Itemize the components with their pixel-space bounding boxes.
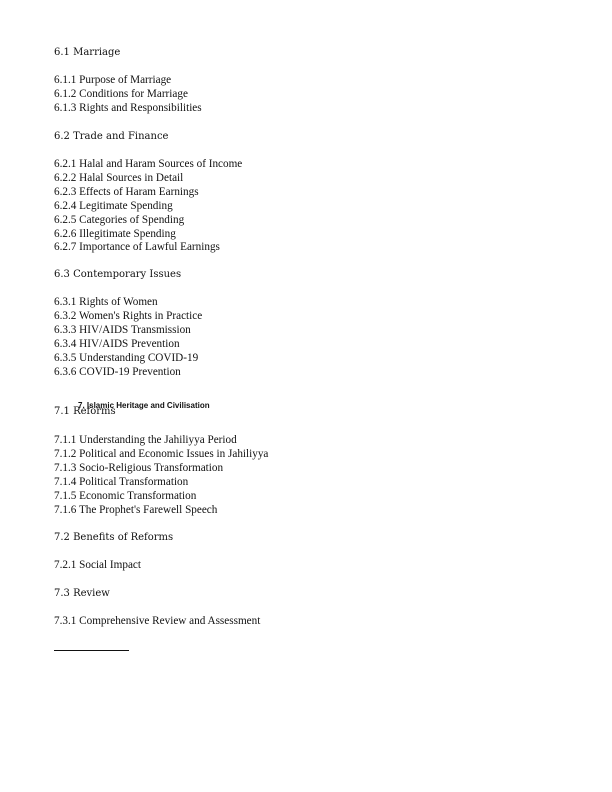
list-item: 6.2.1 Halal and Haram Sources of Income bbox=[54, 158, 243, 170]
list-item: 6.2.5 Categories of Spending bbox=[54, 213, 185, 226]
chapter-heading-7: 7. Islamic Heritage and Civilisation bbox=[78, 401, 210, 410]
list-item: 6.2.3 Effects of Haram Earnings bbox=[54, 185, 199, 198]
list-item: 7.1.3 Socio-Religious Transformation bbox=[54, 461, 224, 474]
list-item: 6.3.5 Understanding COVID-19 bbox=[54, 351, 199, 364]
list-item: 6.2.2 Halal Sources in Detail bbox=[54, 171, 184, 184]
section-list-6-1 bbox=[54, 74, 202, 116]
list-item: 7.2.1 Social Impact bbox=[54, 559, 141, 571]
list-item: 6.3.1 Rights of Women bbox=[54, 296, 158, 308]
list-item: 6.2.4 Legitimate Spending bbox=[54, 199, 173, 212]
list-item: 7.1.6 The Prophet's Farewell Speech bbox=[54, 503, 218, 516]
list-item: 7.1.5 Economic Transformation bbox=[54, 489, 197, 502]
list-item: 6.3.3 HIV/AIDS Transmission bbox=[54, 323, 191, 336]
section-title-6-1: 6.1 Marriage bbox=[54, 47, 121, 58]
footnote-separator bbox=[54, 650, 129, 651]
section-list-7-2 bbox=[54, 559, 141, 573]
list-item: 6.2.6 Illegitimate Spending bbox=[54, 227, 176, 240]
list-item: 7.3.1 Comprehensive Review and Assessment bbox=[54, 615, 261, 627]
list-item: 6.3.6 COVID-19 Prevention bbox=[54, 365, 181, 378]
section-title-7-3: 7.3 Review bbox=[54, 588, 110, 599]
list-item: 6.3.4 HIV/AIDS Prevention bbox=[54, 337, 180, 350]
section-title-6-3: 6.3 Contemporary Issues bbox=[54, 269, 182, 280]
section-title-7-2: 7.2 Benefits of Reforms bbox=[54, 532, 174, 543]
section-list-6-3 bbox=[54, 296, 202, 379]
list-item: 7.1.2 Political and Economic Issues in Jahiliyya bbox=[54, 447, 269, 460]
section-title-7-1: 7.1 Reforms bbox=[54, 406, 116, 417]
list-item: 7.1.4 Political Transformation bbox=[54, 475, 189, 488]
section-list-7-3 bbox=[54, 615, 260, 629]
list-item: 6.3.2 Women's Rights in Practice bbox=[54, 309, 203, 322]
section-list-6-2 bbox=[54, 158, 242, 255]
list-item: 6.2.7 Importance of Lawful Earnings bbox=[54, 241, 220, 254]
list-item: 6.1.1 Purpose of Marriage bbox=[54, 74, 172, 86]
list-item: 7.1.1 Understanding the Jahiliyya Period bbox=[54, 434, 237, 446]
section-title-6-2: 6.2 Trade and Finance bbox=[54, 131, 169, 142]
list-item: 6.1.3 Rights and Responsibilities bbox=[54, 101, 202, 114]
list-item: 6.1.2 Conditions for Marriage bbox=[54, 87, 188, 100]
section-list-7-1 bbox=[54, 434, 268, 517]
